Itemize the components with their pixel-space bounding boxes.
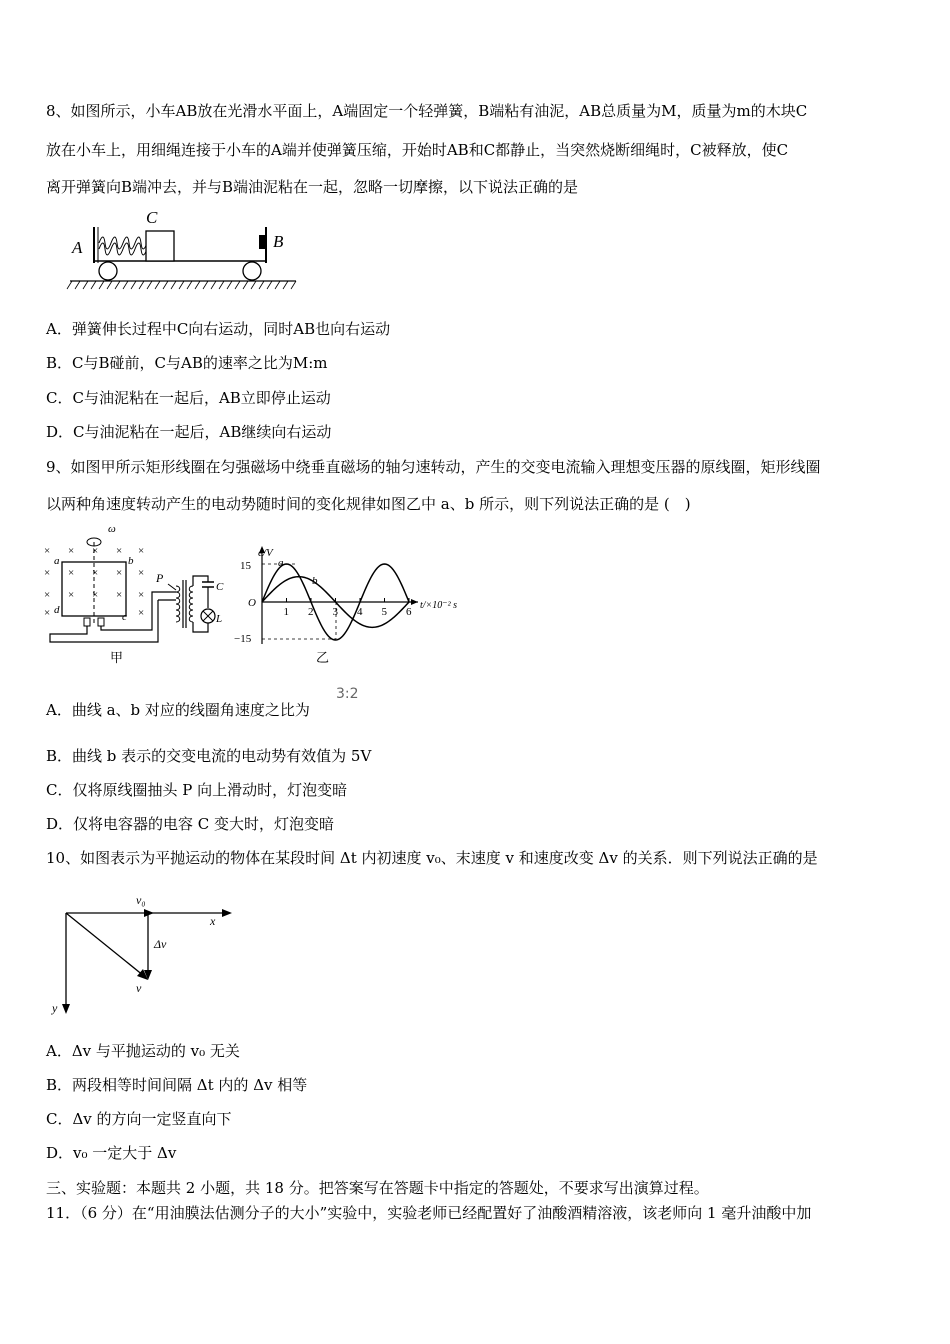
svg-text:×: × [44, 545, 51, 557]
q10-option-b: B．两段相等时间间隔 Δt 内的 Δv 相等 [46, 1076, 308, 1094]
svg-text:×: × [92, 545, 99, 557]
q9-x-tick-label: 2 [308, 606, 314, 618]
q9-caption-jia: 甲 [110, 650, 124, 665]
svg-text:×: × [44, 567, 51, 579]
q8-label-a: A [72, 238, 83, 257]
q9-origin: O [248, 597, 256, 609]
q9-curve-b-label: b [312, 575, 318, 587]
q9-x-tick-label: 6 [406, 606, 412, 618]
q9-y-max: 15 [240, 560, 251, 572]
q10-line-1: 10、如图表示为平抛运动的物体在某段时间 Δt 内初速度 v₀、末速度 v 和速度改变 Δv 的关系．则下列说法正确的是 [46, 849, 818, 867]
svg-text:×: × [68, 589, 75, 601]
svg-text:×: × [138, 607, 145, 619]
q10-velocity-figure [44, 890, 244, 1020]
q9-label-p: P [156, 571, 164, 585]
svg-text:×: × [116, 589, 123, 601]
q9-ratio-value: 3:2 [336, 686, 359, 702]
q10-label-dv: Δv [154, 937, 167, 951]
q11-line-1: 11．（6 分）在“用油膜法估测分子的大小”实验中，实验老师已经配置好了油酸酒精溶液，该老师向 1 毫升油酸中加 [46, 1204, 812, 1222]
svg-text:×: × [44, 589, 51, 601]
q9-label-cap: C [216, 581, 224, 593]
svg-text:×: × [116, 545, 123, 557]
svg-text:×: × [138, 545, 145, 557]
q9-option-d: D．仅将电容器的电容 C 变大时，灯泡变暗 [46, 815, 335, 833]
q8-option-b: B．C与B碰前，C与AB的速率之比为M:m [46, 354, 328, 372]
q10-option-c: C．Δv 的方向一定竖直向下 [46, 1110, 232, 1128]
q9-y-axis-label: e/V [258, 547, 273, 559]
q9-line-2: 以两种角速度转动产生的电动势随时间的变化规律如图乙中 a、b 所示，则下列说法正确的是 ( ) [46, 495, 691, 513]
q9-x-axis-label: t/×10⁻² s [420, 600, 457, 611]
q10-label-x: x [210, 914, 216, 928]
q10-option-d: D．v₀ 一定大于 Δv [46, 1144, 177, 1162]
q8-option-c: C．C与油泥粘在一起后，AB立即停止运动 [46, 389, 331, 407]
q9-line-1: 9、如图甲所示矩形线圈在匀强磁场中绕垂直磁场的轴匀速转动，产生的交变电流输入理想变压器的原线圈，矩形线圈 [46, 458, 821, 476]
svg-text:×: × [68, 567, 75, 579]
q8-option-a: A．弹簧伸长过程中C向右运动，同时AB也向右运动 [46, 320, 391, 338]
q8-label-b: B [273, 232, 284, 251]
q9-coil-a: a [54, 555, 60, 567]
svg-text:×: × [116, 567, 123, 579]
q9-figure-jia [40, 520, 230, 670]
svg-text:×: × [92, 589, 99, 601]
q9-option-b: B．曲线 b 表示的交变电流的电动势有效值为 5V [46, 747, 372, 765]
svg-text:×: × [138, 589, 145, 601]
svg-text:×: × [92, 567, 99, 579]
q9-caption-yi: 乙 [316, 650, 330, 665]
svg-text:×: × [44, 607, 51, 619]
q9-y-min: −15 [234, 633, 252, 645]
q8-line-3: 离开弹簧向B端冲去，并与B端油泥粘在一起，忽略一切摩擦，以下说法正确的是 [46, 178, 579, 196]
q10-label-y: y [52, 1001, 58, 1015]
q9-x-tick-label: 5 [381, 606, 387, 618]
q10-label-v: v [136, 981, 142, 995]
q9-option-c: C．仅将原线圈抽头 P 向上滑动时，灯泡变暗 [46, 781, 348, 799]
q9-coil-c: c [122, 611, 127, 623]
q9-label-l: L [216, 613, 223, 625]
q9-omega: ω [108, 523, 116, 535]
q8-label-c: C [146, 208, 158, 227]
q8-option-d: D．C与油泥粘在一起后，AB继续向右运动 [46, 423, 332, 441]
q9-curve-a-label: a [278, 557, 284, 569]
q10-label-v0: v₀ [136, 893, 146, 907]
q9-x-tick-label: 3 [332, 606, 338, 618]
q9-figure-yi [228, 542, 464, 668]
q8-line-1: 8、如图所示，小车AB放在光滑水平面上，A端固定一个轻弹簧，B端粘有油泥，AB总质量为M，质量为m的木块C [46, 102, 808, 120]
q8-cart-figure [66, 205, 306, 295]
q9-coil-b: b [128, 555, 134, 567]
svg-text:×: × [68, 545, 75, 557]
q9-x-tick-label: 1 [283, 606, 289, 618]
q10-option-a: A．Δv 与平抛运动的 v₀ 无关 [46, 1042, 240, 1060]
q9-x-tick-label: 4 [357, 606, 363, 618]
q9-option-a: A．曲线 a、b 对应的线圈角速度之比为 [46, 701, 310, 719]
q9-coil-d: d [54, 604, 60, 616]
q8-line-2: 放在小车上，用细绳连接于小车的A端并使弹簧压缩，开始时AB和C都静止，当突然烧断细绳时，C被释放，使C [46, 141, 789, 159]
svg-text:×: × [138, 567, 145, 579]
section-3-heading: 三、实验题：本题共 2 小题，共 18 分。把答案写在答题卡中指定的答题处，不要求写出演算过程。 [46, 1179, 709, 1197]
